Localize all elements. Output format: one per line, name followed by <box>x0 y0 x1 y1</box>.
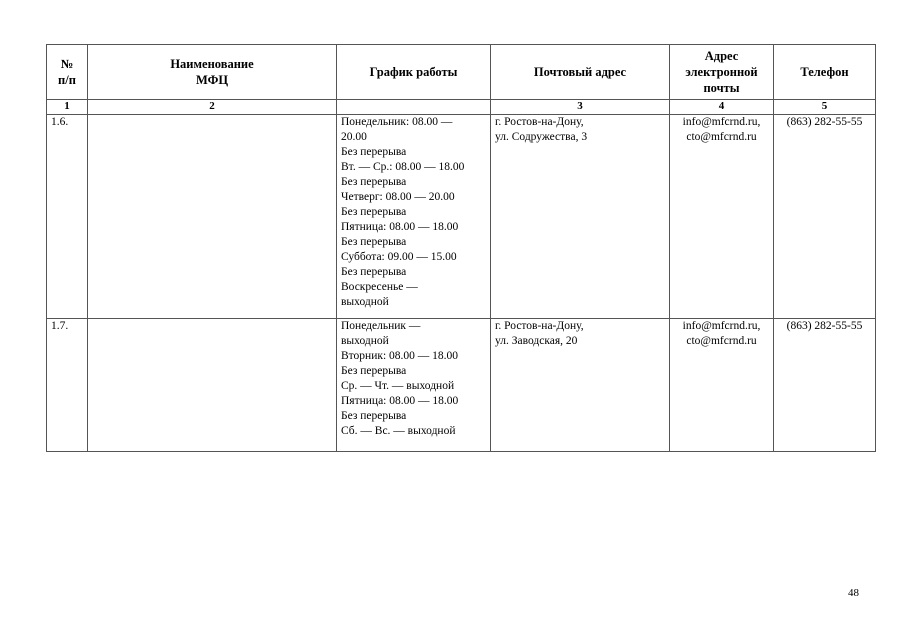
table-row <box>47 319 876 452</box>
address-cell: г. Ростов-на-Дону, ул. Содружества, 3 <box>491 115 670 319</box>
header-name: Наименование МФЦ <box>88 45 337 100</box>
header-phone: Телефон <box>774 45 876 100</box>
email-cell: info@mfcrnd.ru, cto@mfcrnd.ru <box>670 319 774 452</box>
schedule-cell: Понедельник: 08.00 — 20.00 Без перерыва Вт. — Ср.: 08.00 — 18.00 Без перерыва Четверг: 08.00 — 20.00 Без перерыва Пятница: 08.00 — 18.00 Без перерыва Суббота: 09.00 — 15.00 Без перерыва Воскресенье — выходной <box>337 115 491 319</box>
row-number: 1.6. <box>47 115 88 319</box>
column-number-schedule <box>337 100 491 115</box>
mfc-name <box>88 319 337 452</box>
header-schedule: График работы <box>337 45 491 100</box>
email-cell: info@mfcrnd.ru, cto@mfcrnd.ru <box>670 115 774 319</box>
header-row <box>47 45 876 100</box>
column-number-name: 2 <box>88 100 337 115</box>
page-number: 48 <box>848 587 859 599</box>
table-row <box>47 115 876 319</box>
phone-cell: (863) 282-55-55 <box>774 115 876 319</box>
phone-cell: (863) 282-55-55 <box>774 319 876 452</box>
schedule-cell: Понедельник — выходной Вторник: 08.00 — 18.00 Без перерыва Ср. — Чт. — выходной Пятница: 08.00 — 18.00 Без перерыва Сб. — Вс. — выходной <box>337 319 491 452</box>
mfc-table <box>46 44 876 452</box>
column-number-num: 1 <box>47 100 88 115</box>
address-cell: г. Ростов-на-Дону, ул. Заводская, 20 <box>491 319 670 452</box>
row-number: 1.7. <box>47 319 88 452</box>
column-number-row <box>47 100 876 115</box>
column-number-email: 4 <box>670 100 774 115</box>
header-email: Адрес электронной почты <box>670 45 774 100</box>
column-number-address: 3 <box>491 100 670 115</box>
header-address: Почтовый адрес <box>491 45 670 100</box>
column-number-phone: 5 <box>774 100 876 115</box>
header-num: № п/п <box>47 45 88 100</box>
mfc-name <box>88 115 337 319</box>
